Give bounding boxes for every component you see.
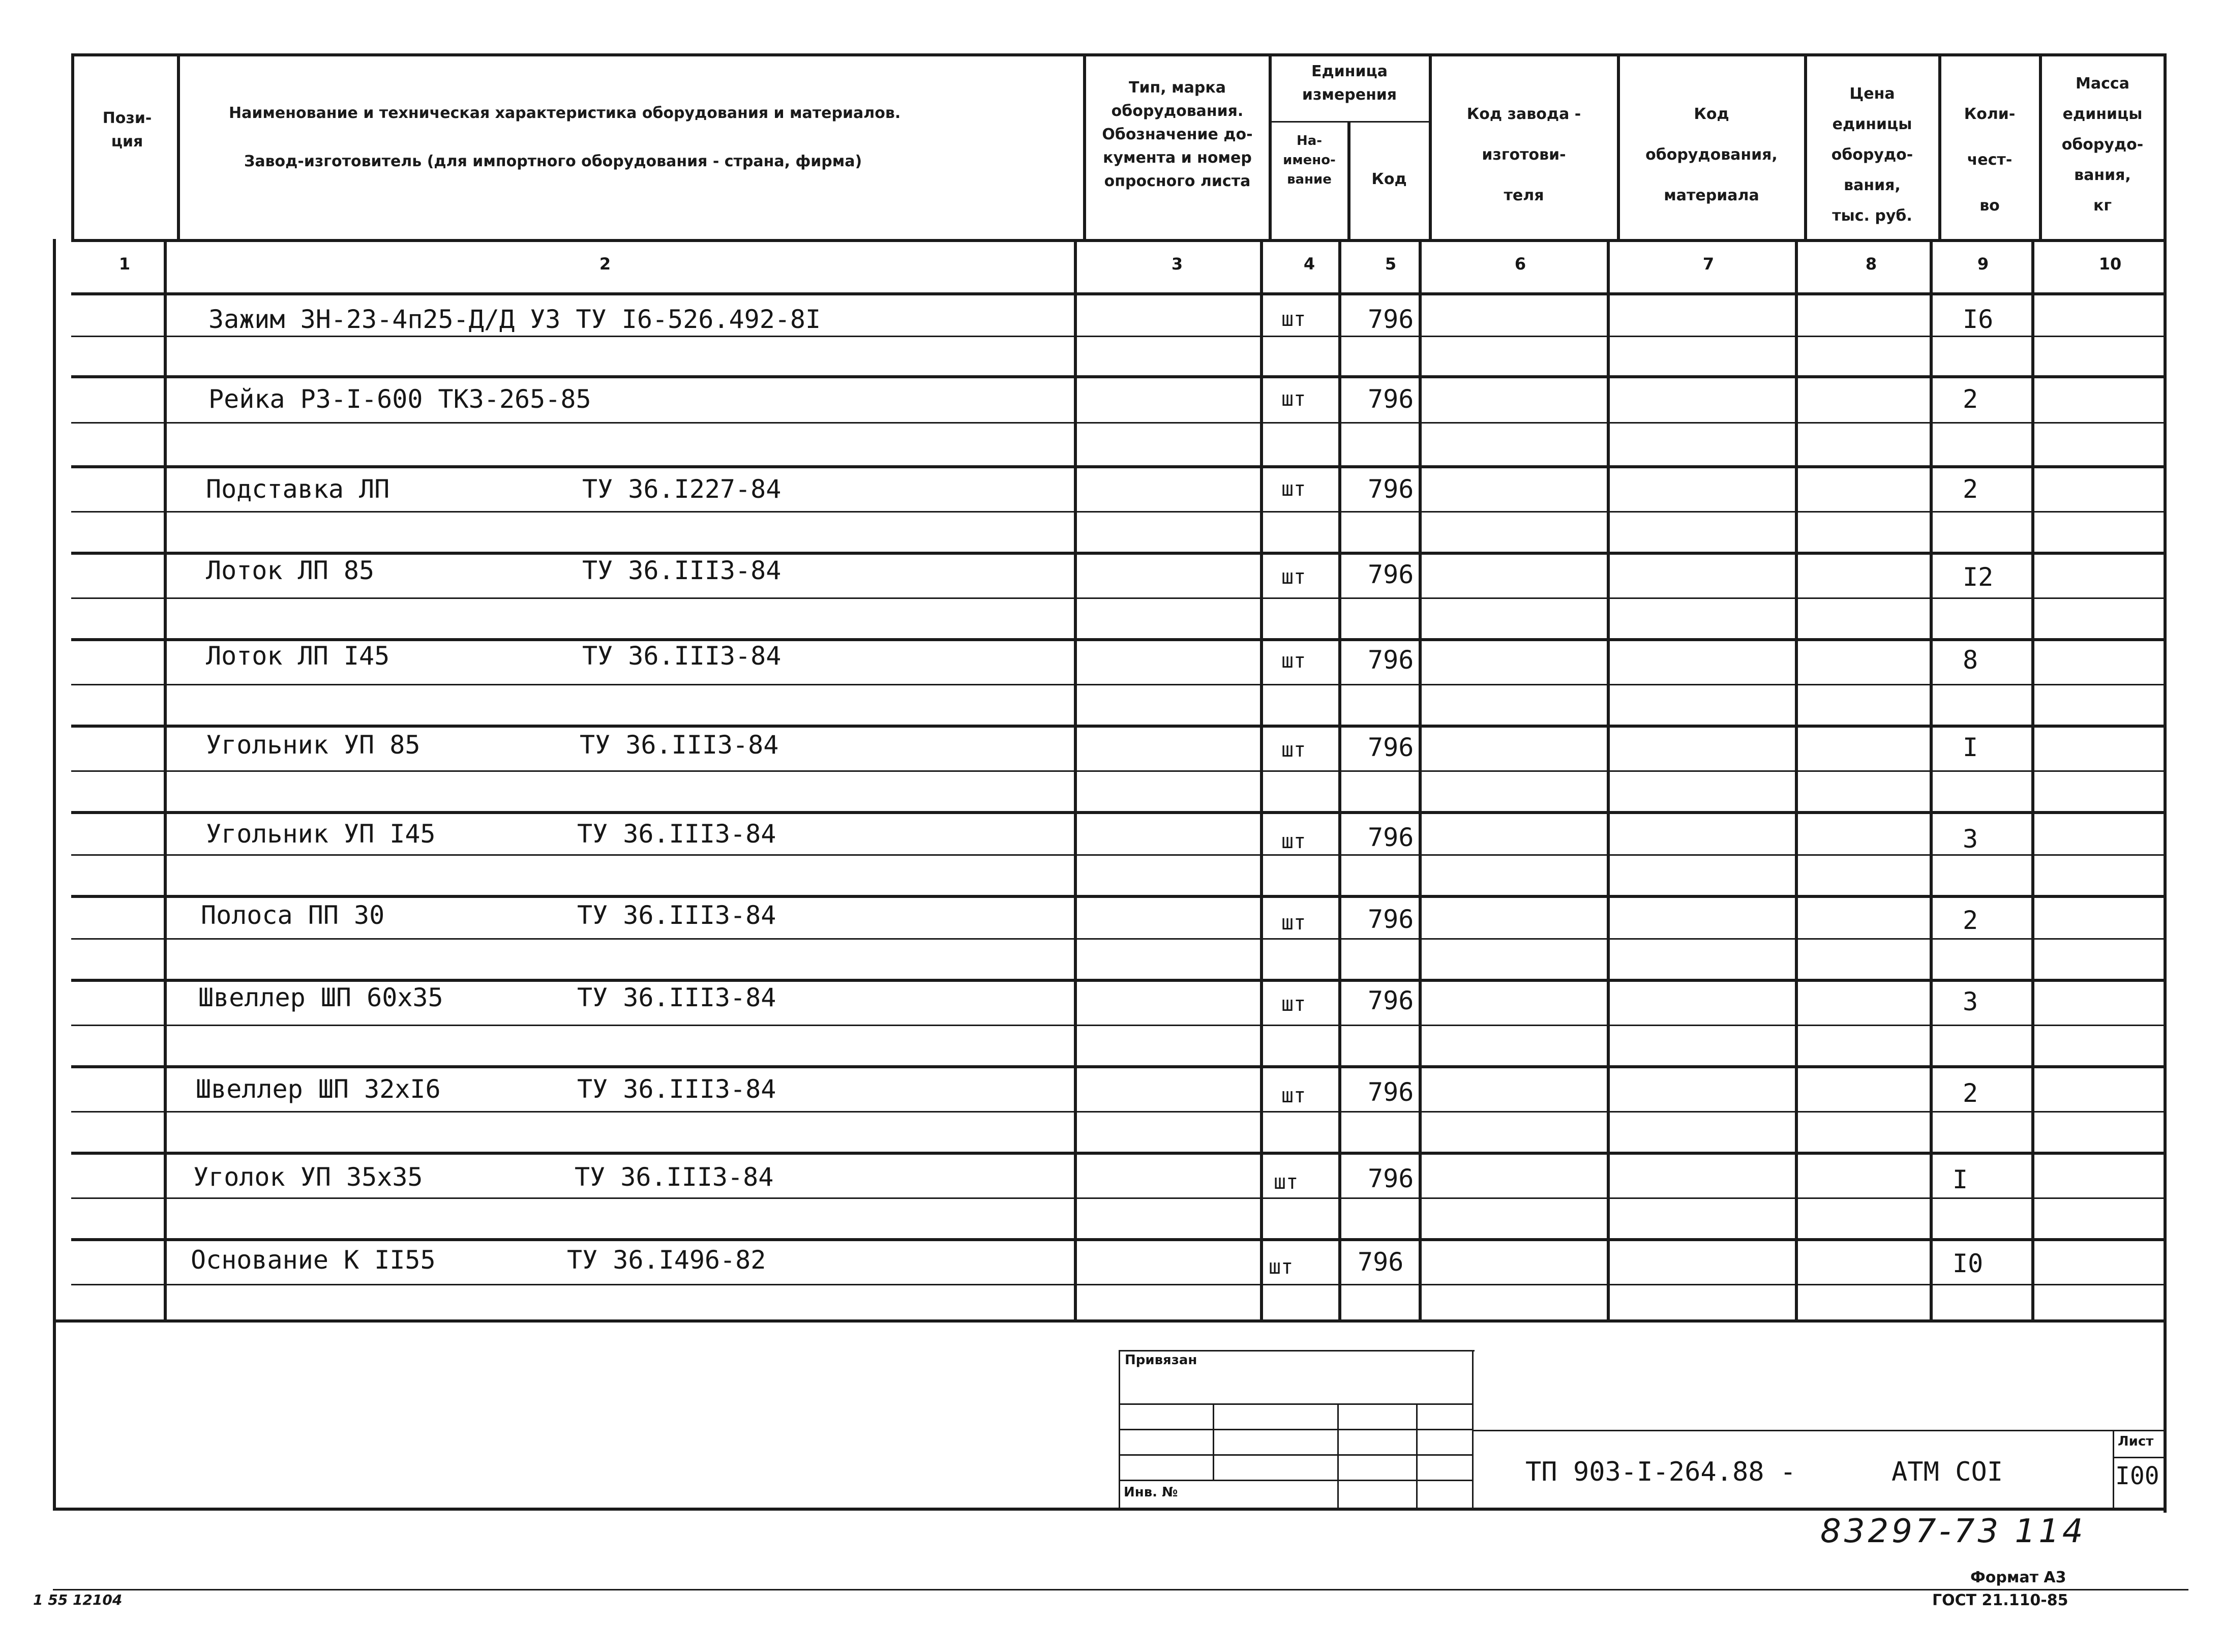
header-factory-code: Код завода - изготови- теля: [1466, 105, 1581, 204]
header-position: Пози- ция: [102, 109, 152, 151]
quantity: 8: [1963, 645, 1978, 675]
quantity: I6: [1963, 305, 1994, 334]
unit-name: шт: [1274, 1170, 1299, 1194]
column-number: 9: [1977, 254, 1989, 274]
inventory-label: Инв. №: [1124, 1485, 1178, 1500]
column-number: 6: [1514, 254, 1526, 274]
unit-name: шт: [1281, 565, 1306, 589]
unit-name: шт: [1281, 387, 1306, 411]
row-line: [71, 465, 2166, 468]
header-type-doc: Тип, марка оборудования. Обозначение до- кумента и номер опросного листа: [1102, 79, 1253, 190]
col-line-1: [177, 53, 180, 242]
quantity: I2: [1963, 562, 1994, 592]
stamp-line: [1119, 1350, 1475, 1351]
item-spec: ТУ 36.III3-84: [577, 900, 776, 930]
frame-right-line: [2164, 53, 2167, 1513]
row-line: [71, 336, 2166, 337]
item-spec: ТУ 36.III3-84: [577, 983, 776, 1012]
row-line: [71, 1197, 2166, 1199]
quantity: 3: [1963, 824, 1978, 854]
header-quantity: Коли- чест- во: [1964, 105, 2016, 215]
col-line-2: [1083, 53, 1086, 242]
item-spec: ТУ 36.I496-82: [567, 1245, 766, 1275]
item-name: Швеллер ШП 60х35: [198, 983, 443, 1012]
stamp-line: [2113, 1457, 2166, 1458]
print-code: 1 55 12104: [33, 1591, 123, 1608]
sheet-number: I00: [2115, 1462, 2159, 1490]
row-line: [71, 422, 2166, 424]
document-designation: ТП 903-I-264.88 -: [1525, 1457, 1796, 1487]
stamp-line: [1119, 1480, 1472, 1481]
quantity: 2: [1963, 384, 1978, 414]
header-unit-price: Цена единицы оборудо- вания, тыс. руб.: [1831, 85, 1913, 225]
item-name: Швеллер ШП 32хI6: [196, 1074, 441, 1104]
stamp-line: [1472, 1430, 2166, 1431]
document-stage: АТМ СОI: [1891, 1457, 2003, 1487]
header-name-line2: Завод-изготовитель (для импортного оборудования - страна, фирма): [244, 153, 862, 170]
quantity: I: [1953, 1165, 1968, 1194]
header-unit-group: Единица измерения: [1302, 63, 1397, 104]
table-bottom-line: [53, 1319, 2167, 1323]
column-number: 10: [2098, 254, 2122, 274]
item-name: Рейка РЗ-I-600 ТКЗ-265-85: [208, 384, 591, 414]
row-line: [71, 1065, 2166, 1068]
col-line-4-lower: [1338, 239, 1341, 1322]
unit-code: 796: [1368, 560, 1414, 589]
header-unit-mass: Масса единицы оборудо- вания, кг: [2061, 75, 2144, 215]
item-spec: ТУ 36.III3-84: [582, 556, 782, 585]
format-label: Формат А3: [1970, 1569, 2066, 1586]
unit-name: шт: [1281, 308, 1306, 331]
row-line: [71, 938, 2166, 940]
row-line: [71, 1152, 2166, 1155]
item-spec: ТУ 36.III3-84: [582, 641, 782, 671]
unit-code: 796: [1368, 305, 1414, 334]
col-line-8-lower: [1930, 239, 1933, 1322]
item-spec: ТУ 36.III3-84: [577, 1074, 776, 1104]
item-name: Подставка ЛП: [206, 474, 390, 504]
stamp-line: [1337, 1403, 1339, 1510]
unit-name: шт: [1281, 477, 1306, 501]
unit-name: шт: [1269, 1255, 1294, 1279]
handwritten-archive-number: 83297-73 114: [1820, 1513, 2086, 1550]
quantity: 2: [1963, 1078, 1978, 1108]
stamp-line: [1119, 1403, 1472, 1405]
header-unit-code: Код: [1371, 170, 1407, 188]
item-spec: ТУ 36.III3-84: [577, 819, 776, 849]
frame-bottom-line: [53, 1508, 2167, 1511]
row-line: [71, 375, 2166, 378]
frame-left-line: [71, 53, 74, 242]
item-name: Зажим ЗН-23-4п25-Д/Д УЗ ТУ I6-526.492-8I: [208, 305, 821, 334]
row-line: [71, 597, 2166, 599]
item-name: Лоток ЛП I45: [206, 641, 390, 671]
item-name: Угольник УП I45: [206, 819, 436, 849]
column-number: 1: [118, 254, 131, 274]
col-line-7-lower: [1795, 239, 1798, 1322]
item-spec: ТУ 36.III3-84: [575, 1162, 774, 1192]
unit-name: шт: [1281, 993, 1306, 1016]
quantity: I: [1963, 733, 1978, 762]
footer-line: [53, 1589, 2188, 1590]
row-line: [71, 552, 2166, 555]
unit-name: шт: [1281, 738, 1306, 762]
item-name: Уголок УП 35х35: [193, 1162, 423, 1192]
unit-code: 796: [1368, 384, 1414, 414]
stamp-line: [2113, 1430, 2114, 1509]
row-line: [71, 684, 2166, 685]
item-name: Угольник УП 85: [206, 730, 421, 760]
column-number: 5: [1385, 254, 1397, 274]
quantity: 2: [1963, 474, 1978, 504]
frame-top-line: [71, 53, 2166, 56]
item-spec: ТУ 36.III3-84: [580, 730, 779, 760]
unit-code: 796: [1368, 823, 1414, 852]
row-line: [71, 895, 2166, 898]
unit-name: шт: [1281, 649, 1306, 673]
col-line-9-lower: [2031, 239, 2034, 1322]
row-line: [71, 770, 2166, 772]
unit-code: 796: [1368, 645, 1414, 675]
item-name: Полоса ПП 30: [201, 900, 385, 930]
stamp-line: [1416, 1403, 1418, 1510]
unit-code: 796: [1368, 905, 1414, 934]
row-line: [71, 979, 2166, 982]
row-line: [71, 1238, 2166, 1241]
item-name: Лоток ЛП 85: [206, 556, 375, 585]
row-line: [71, 1111, 2166, 1113]
unit-code: 796: [1368, 1077, 1414, 1107]
header-unit-name: На- имено- вание: [1283, 133, 1336, 187]
column-number: 8: [1865, 254, 1877, 274]
unit-code: 796: [1358, 1247, 1404, 1277]
col-line-5-lower: [1419, 239, 1422, 1322]
unit-code: 796: [1368, 474, 1414, 504]
column-number: 7: [1702, 254, 1715, 274]
quantity: 3: [1963, 987, 1978, 1016]
col-line-3-lower: [1260, 239, 1263, 1322]
row-line: [71, 1284, 2166, 1285]
row-line: [71, 854, 2166, 856]
column-number: 3: [1171, 254, 1183, 274]
stamp-line: [1119, 1429, 1472, 1430]
col-line-6-lower: [1607, 239, 1610, 1322]
item-name: Основание К II55: [191, 1245, 436, 1275]
stamp-line: [1119, 1454, 1472, 1456]
header-equipment-code: Код оборудования, материала: [1645, 105, 1778, 204]
column-number: 4: [1303, 254, 1315, 274]
linked-label: Привязан: [1125, 1353, 1197, 1368]
header-name-line1: Наименование и техническая характеристика оборудования и материалов.: [229, 104, 901, 122]
stamp-line: [1213, 1403, 1214, 1480]
unit-name: шт: [1281, 1084, 1306, 1107]
row-line: [71, 725, 2166, 728]
unit-name: шт: [1281, 830, 1306, 853]
unit-code: 796: [1368, 1164, 1414, 1193]
unit-code: 796: [1368, 733, 1414, 762]
quantity: I0: [1953, 1249, 1984, 1278]
sheet-label: Лист: [2118, 1434, 2154, 1449]
quantity: 2: [1963, 906, 1978, 935]
row-line: [71, 811, 2166, 814]
row-line: [71, 1025, 2166, 1026]
row-line: [71, 292, 2166, 295]
column-number: 2: [599, 254, 611, 274]
unit-code: 796: [1368, 986, 1414, 1015]
unit-name: шт: [1281, 911, 1306, 935]
header-bottom-line: [71, 239, 2166, 242]
row-line: [71, 511, 2166, 513]
item-spec: ТУ 36.I227-84: [582, 474, 782, 504]
col-line-1-lower: [164, 239, 167, 1322]
gost-label: ГОСТ 21.110-85: [1932, 1591, 2068, 1609]
col-line-2-lower: [1074, 239, 1077, 1322]
